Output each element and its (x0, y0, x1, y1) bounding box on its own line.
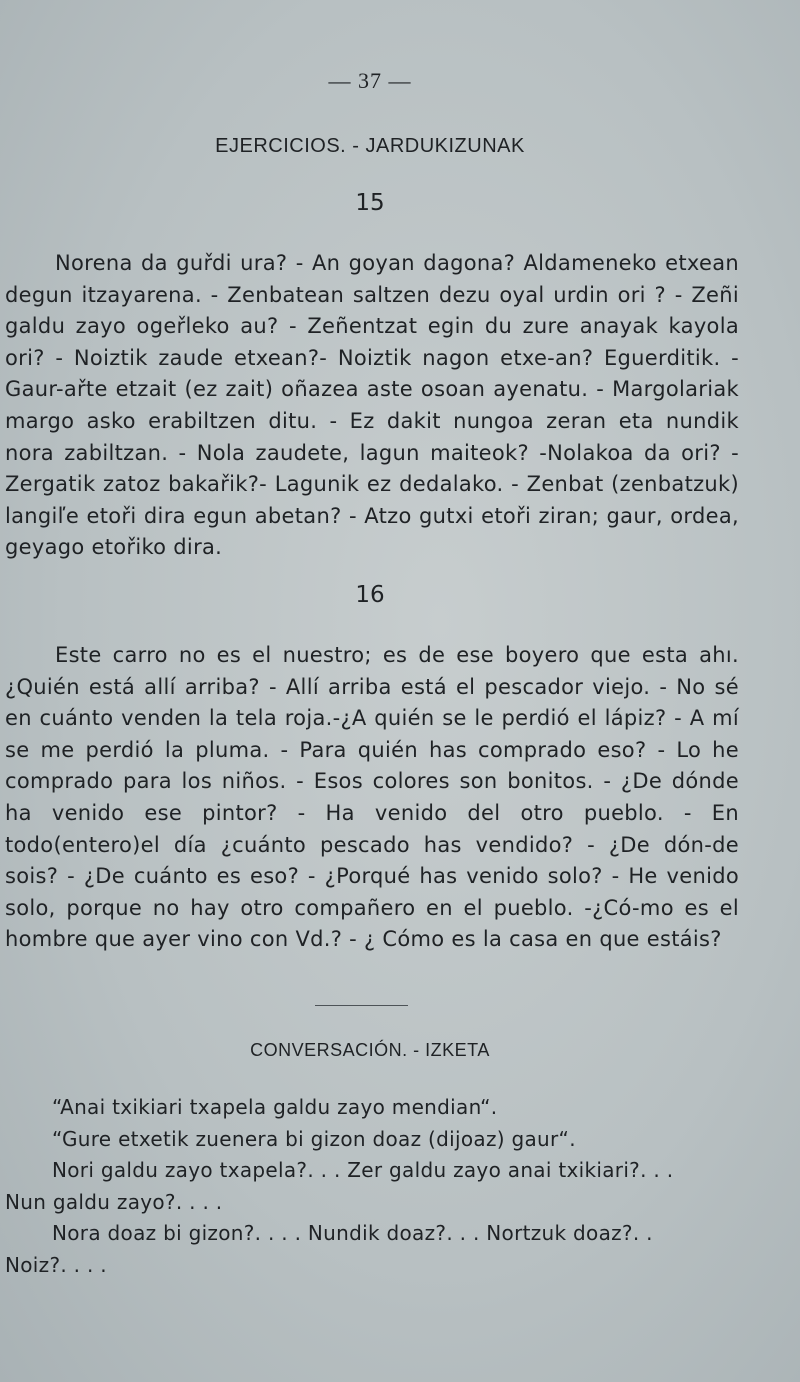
section-divider (315, 1005, 408, 1006)
conversation-line: “Anai txikiari txapela galdu zayo mendian“. (52, 1095, 498, 1119)
exercise-text-16 (5, 640, 739, 956)
exercise-text-15-content: Norena da guřdi ura? - An goyan dagona? Aldameneko etxean degun itzayarena. - Zenbatean saltzen dezu oyal urdin ori ? - Zeñi galdu zayo ogeřleko au? - Zeñentzat egin du zure anayak kayola ori? - Noiztik zaude etxean?- Noiztik nagon etxe-an? Eguerditik. - Gaur-ařte etzait (ez zait) oñazea aste osoan ayenatu. - Margolariak margo asko erabiltzen ditu. - Ez dakit nungoa zeran eta nundik nora zabiltzan. - Nola zaudete, lagun maiteok? -Nolakoa da ori? - Zergatik zatoz bakařik?- Lagunik ez dedalako. - Zenbat (zenbatzuk) langiľe etoři dira egun abetan? - Atzo gutxi etoři ziran; gaur, ordea, geyago etořiko dira. (5, 251, 739, 560)
exercise-number-16: 16 (355, 582, 385, 608)
conversation-line: Nun galdu zayo?. . . . (5, 1190, 223, 1214)
conversation-line: “Gure etxetik zuenera bi gizon doaz (dijoaz) gaur“. (52, 1127, 576, 1151)
exercise-text-15 (5, 248, 739, 564)
page-header: EJERCICIOS. - JARDUKIZUNAK (215, 135, 525, 157)
conversation-line: Noiz?. . . . (5, 1253, 107, 1277)
conversation-line: Nora doaz bi gizon?. . . . Nundik doaz?. . . Nortzuk doaz?. . (52, 1221, 653, 1245)
exercise-number-15: 15 (355, 190, 385, 216)
page-number: — 37 — (328, 68, 412, 93)
conversation-line: Nori galdu zayo txapela?. . . Zer galdu zayo anai txikiari?. . . (52, 1158, 674, 1182)
conversation-title: CONVERSACIÓN. - IZKETA (250, 1040, 490, 1060)
exercise-text-16-content: Este carro no es el nuestro; es de ese boyero que esta ahı. ¿Quién está allí arriba? - Allí arriba está el pescador viejo. - No sé en cuánto venden la tela roja.-¿A quién se le perdió el lápiz? - A mí se me perdió la pluma. - Para quién has comprado eso? - Lo he comprado para los niños. - Esos colores son bonitos. - ¿De dónde ha venido ese pintor? - Ha venido del otro pueblo. - En todo(entero)el día ¿cuánto pescado has vendido? - ¿De dón-de sois? - ¿De cuánto es eso? - ¿Porqué has venido solo? - He venido solo, porque no hay otro compañero en el pueblo. -¿Có-mo es el hombre que ayer vino con Vd.? - ¿ Cómo es la casa en que estáis? (5, 643, 739, 952)
